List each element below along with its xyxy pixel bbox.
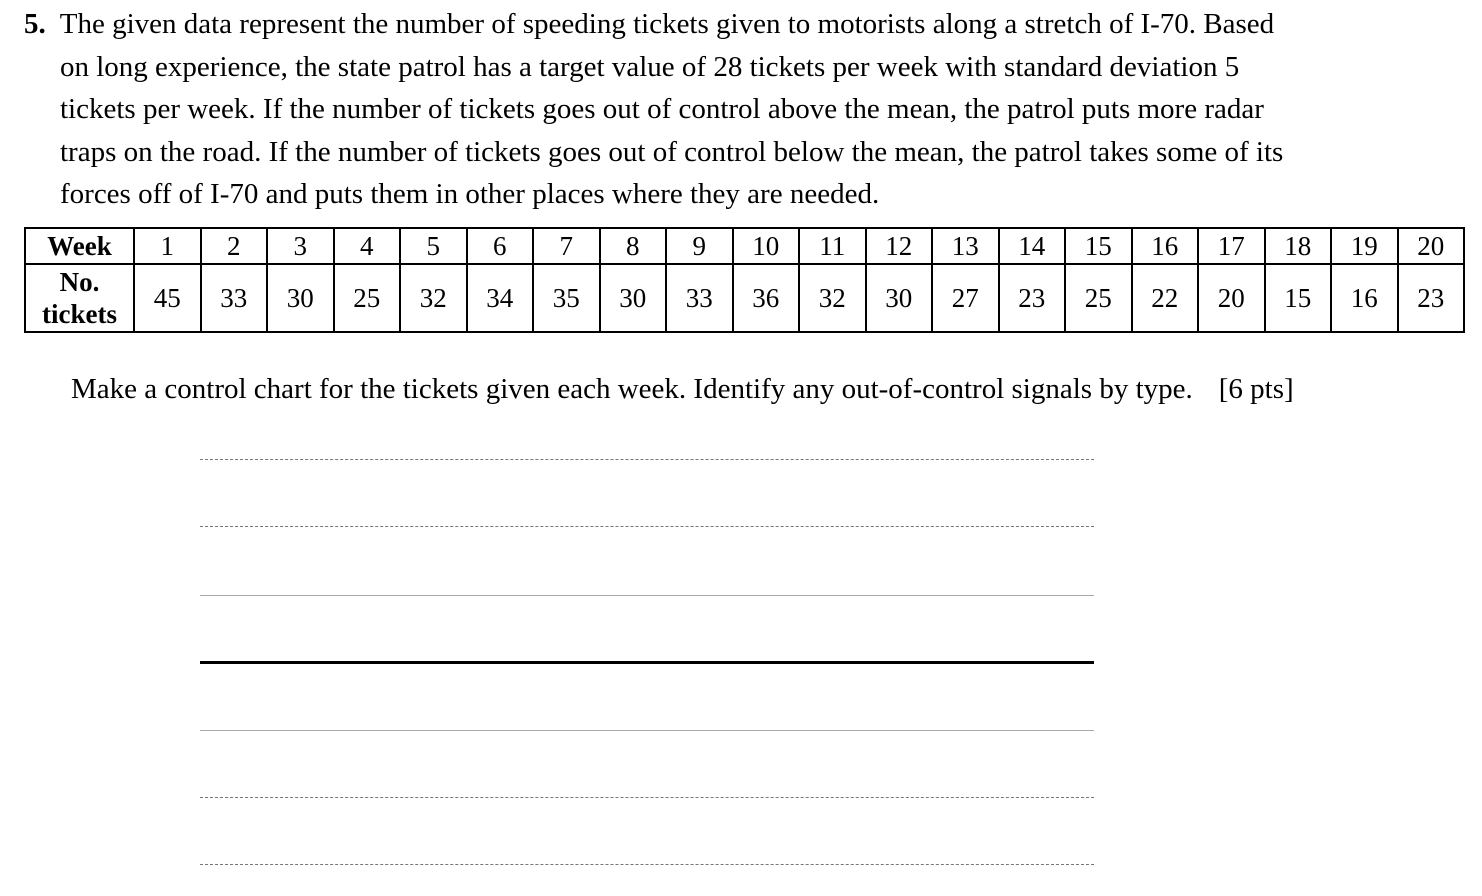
week-cell: 15 — [1065, 228, 1132, 264]
tickets-cell: 33 — [201, 264, 268, 332]
tickets-cell: 23 — [999, 264, 1066, 332]
tickets-cell: 23 — [1398, 264, 1465, 332]
tickets-cell: 36 — [733, 264, 800, 332]
tickets-cell: 15 — [1265, 264, 1332, 332]
tickets-cell: 34 — [467, 264, 534, 332]
problem-line-4: traps on the road. If the number of tickets goes out of control below the mean, the patrol takes some of its — [60, 135, 1284, 168]
week-cell: 5 — [400, 228, 467, 264]
week-header: Week — [25, 228, 134, 264]
tickets-row — [25, 264, 1464, 332]
upper-dashed-line-3 — [200, 459, 1094, 460]
ticket-data-table — [24, 227, 1465, 333]
week-cell: 12 — [866, 228, 933, 264]
week-cell: 20 — [1398, 228, 1465, 264]
tickets-cell: 33 — [666, 264, 733, 332]
tickets-cell: 25 — [334, 264, 401, 332]
lower-thin-line-1 — [200, 730, 1094, 731]
problem-line-5: forces off of I-70 and puts them in other places where they are needed. — [60, 178, 880, 210]
tickets-cell: 30 — [600, 264, 667, 332]
tickets-header-line2: tickets — [42, 299, 117, 329]
week-cell: 19 — [1331, 228, 1398, 264]
tickets-cell: 20 — [1198, 264, 1265, 332]
week-cell: 7 — [533, 228, 600, 264]
tickets-cell: 22 — [1132, 264, 1199, 332]
week-cell: 10 — [733, 228, 800, 264]
problem-number: 5. — [24, 8, 46, 40]
tickets-cell: 32 — [799, 264, 866, 332]
week-cell: 17 — [1198, 228, 1265, 264]
problem-line-2: on long experience, the state patrol has a target value of 28 tickets per week with standard deviation 5 — [60, 50, 1240, 83]
tickets-cell: 30 — [866, 264, 933, 332]
week-cell: 11 — [799, 228, 866, 264]
week-cell: 14 — [999, 228, 1066, 264]
tickets-cell: 45 — [134, 264, 201, 332]
instruction-text: Make a control chart for the tickets given each week. Identify any out-of-control signals by type. — [71, 373, 1193, 405]
tickets-cell: 27 — [932, 264, 999, 332]
week-cell: 18 — [1265, 228, 1332, 264]
upper-dashed-line-2 — [200, 526, 1094, 527]
week-cell: 2 — [201, 228, 268, 264]
week-cell: 9 — [666, 228, 733, 264]
instruction-points: [6 pts] — [1218, 373, 1294, 405]
tickets-header — [25, 264, 134, 332]
instruction — [71, 373, 1294, 406]
problem-text: The given data represent the number of speeding tickets given to motorists along a stretch of I-70. Based — [59, 8, 1275, 40]
lower-dashed-line-2 — [200, 797, 1094, 798]
week-cell: 8 — [600, 228, 667, 264]
week-row — [25, 228, 1464, 264]
tickets-cell: 35 — [533, 264, 600, 332]
tickets-cell: 25 — [1065, 264, 1132, 332]
tickets-header-line1: No. — [59, 267, 100, 297]
week-cell: 16 — [1132, 228, 1199, 264]
upper-thin-line-1 — [200, 595, 1094, 596]
week-cell: 13 — [932, 228, 999, 264]
week-cell: 1 — [134, 228, 201, 264]
tickets-cell: 32 — [400, 264, 467, 332]
week-cell: 4 — [334, 228, 401, 264]
problem-line-1 — [24, 3, 1464, 46]
center-line — [200, 661, 1094, 664]
problem-line-3: tickets per week. If the number of tickets goes out of control above the mean, the patrol puts more radar — [60, 93, 1264, 125]
problem-statement — [24, 3, 1464, 216]
week-cell: 6 — [467, 228, 534, 264]
tickets-cell: 16 — [1331, 264, 1398, 332]
tickets-cell: 30 — [267, 264, 334, 332]
week-cell: 3 — [267, 228, 334, 264]
lower-dashed-line-3 — [200, 864, 1094, 865]
